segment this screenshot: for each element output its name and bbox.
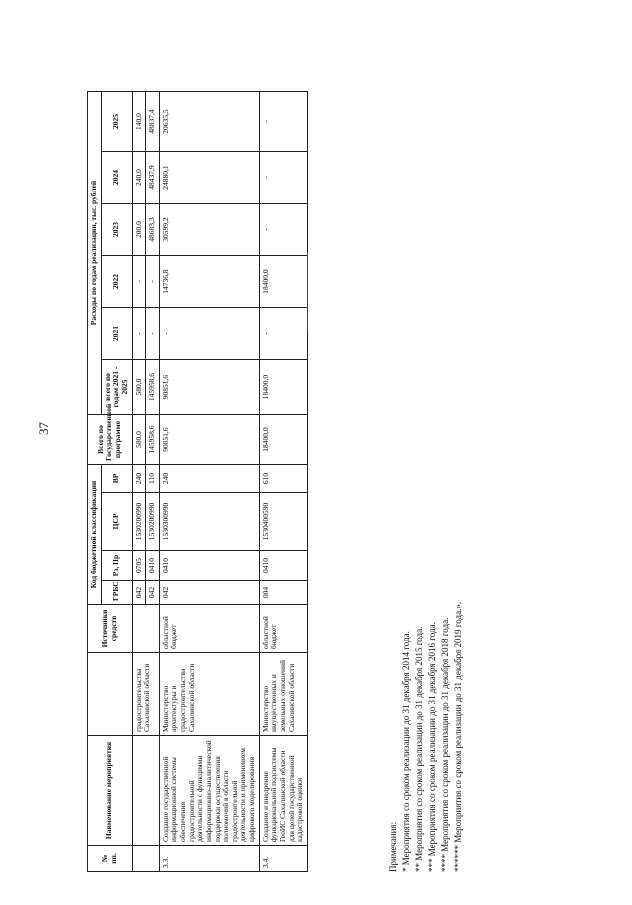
cell-vr: 240 [159, 465, 259, 493]
cell-performer: градостроительства Сахалинской области [132, 653, 159, 736]
cell-rzpr: 0410 [146, 551, 160, 581]
cell-vr: 110 [146, 465, 160, 493]
cell-y2025: - [259, 92, 307, 152]
cell-y2021: - [146, 308, 160, 360]
cell-y2023: 200,0 [132, 204, 146, 256]
rotated-content [87, 37, 463, 872]
header-y2025: 2025 [101, 92, 132, 152]
cell-source: областной бюджет [259, 605, 307, 653]
cell-y2021: - [259, 308, 307, 360]
cell-source: областной бюджет [159, 605, 259, 653]
header-expenses-group: Расходы по годам реализации, тыс. рублей [88, 92, 102, 415]
cell-y2025: 140,0 [132, 92, 146, 152]
header-y2021: 2021 [101, 308, 132, 360]
cell-total-years: 145958,6 [146, 360, 160, 415]
cell-y2021: - [132, 308, 146, 360]
notes-block [387, 232, 465, 872]
cell-y2022: 14736,8 [159, 256, 259, 308]
cell-y2022: - [132, 256, 146, 308]
header-y2022: 2022 [101, 256, 132, 308]
note-item: * Мероприятия со сроком реализации до 31 декабря 2014 года. [401, 631, 411, 872]
separator-line [307, 252, 308, 332]
table-row [159, 92, 259, 872]
cell-csr: 1530300990 [159, 493, 259, 551]
cell-y2024: - [259, 152, 307, 204]
cell-total-program: 90851,6 [159, 415, 259, 465]
cell-rzpr: 0410 [259, 551, 307, 581]
budget-table [87, 91, 308, 872]
table-row [259, 92, 307, 872]
header-rzpr: Рз, Пр [101, 551, 132, 581]
cell-vr: 240 [132, 465, 146, 493]
cell-grbs: 042 [159, 581, 259, 605]
cell-csr: 1530200990 [132, 493, 146, 551]
cell-grbs: 042 [146, 581, 160, 605]
header-y2023: 2023 [101, 204, 132, 256]
cell-performer: Министерство архитектуры и градостроительства Сахалинской области [159, 653, 259, 736]
header-vr: ВР [101, 465, 132, 493]
cell-total-years: 580,0 [132, 360, 146, 415]
header-y2024: 2024 [101, 152, 132, 204]
cell-y2023: - [259, 204, 307, 256]
cell-y2022: 18400,0 [259, 256, 307, 308]
header-source: Источники средств [88, 605, 133, 653]
cell-y2023: 48683,3 [146, 204, 160, 256]
cell-y2025: 48837,4 [146, 92, 160, 152]
header-grbs: ГРБС [101, 581, 132, 605]
cell-y2021: - [159, 308, 259, 360]
header-total-years: всего по годам 2021 - 2025 [101, 360, 132, 415]
cell-grbs: 042 [132, 581, 146, 605]
page-number: 37 [36, 422, 51, 435]
cell-grbs: 004 [259, 581, 307, 605]
header-name: Наименование мероприятия [88, 736, 133, 846]
header-bk-group: Код бюджетной классификации [88, 465, 102, 605]
note-item: ****** Мероприятия со сроком реализации до 31 декабря 2019 года.». [453, 601, 463, 872]
cell-vr: 610 [259, 465, 307, 493]
cell-csr: 1530400590 [259, 493, 307, 551]
cell-num: 3.3. [159, 846, 259, 872]
notes-title: Примечания: [388, 821, 398, 872]
table-row [132, 92, 146, 872]
cell-source [132, 605, 159, 653]
cell-num: 3.4. [259, 846, 307, 872]
cell-y2024: 240,0 [132, 152, 146, 204]
note-item: **** Мероприятия со сроком реализации до 31 декабря 2018 года. [440, 617, 450, 872]
cell-total-years: 90851,6 [159, 360, 259, 415]
header-csr: ЦСР [101, 493, 132, 551]
header-total-program: Всего по Государственной программе [88, 415, 133, 465]
cell-y2022: - [146, 256, 160, 308]
header-row-1 [88, 92, 102, 872]
header-num: № пп. [88, 846, 133, 872]
cell-performer: Министерство имущественных и земельных отношений Сахалинской области [259, 653, 307, 736]
cell-y2023: 30599,2 [159, 204, 259, 256]
cell-total-program: 580,0 [132, 415, 146, 465]
cell-total-years: 18400,0 [259, 360, 307, 415]
cell-name [132, 736, 159, 846]
note-item: ** Мероприятия со сроком реализации до 31 декабря 2015 года. [414, 626, 424, 872]
cell-name: Создание государственной информационной системы обеспечения градостроительной деятельности с функциями информационно-аналитической поддержки осуществления полномочий в области градостроительной деятельности и применением цифрового моделирования [159, 736, 259, 846]
cell-rzpr: 0705 [132, 551, 146, 581]
cell-name: Создание и внедрение функциональной подсистемы ГеоИС Сахалинской области для целей государственной кадастровой оценки [259, 736, 307, 846]
cell-y2024: 48437,9 [146, 152, 160, 204]
cell-csr: 1530200990 [146, 493, 160, 551]
header-performer [88, 653, 133, 736]
cell-y2024: 24880,1 [159, 152, 259, 204]
cell-total-program: 18400,0 [259, 415, 307, 465]
cell-rzpr: 0410 [159, 551, 259, 581]
note-item: *** Мероприятия со сроком реализации до 31 декабря 2016 года. [427, 622, 437, 872]
cell-num [132, 846, 159, 872]
cell-total-program: 145958,6 [146, 415, 160, 465]
cell-y2025: 20635,5 [159, 92, 259, 152]
